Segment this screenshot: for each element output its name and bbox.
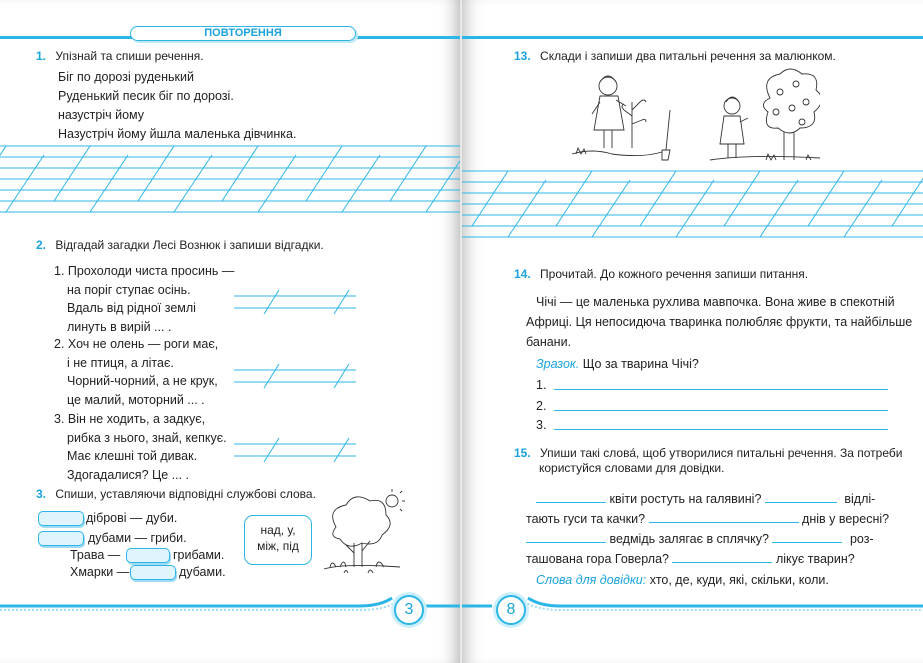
- task14-sample: [536, 355, 699, 374]
- task1-line: назустріч йому: [58, 108, 145, 122]
- blank-field[interactable]: [649, 511, 799, 523]
- task1-lines: [58, 68, 296, 144]
- sentence-part: ташована гора Говерла?: [526, 552, 669, 566]
- help-words-line: [536, 571, 829, 590]
- riddle-line: Має клешні той дивак.: [67, 449, 198, 463]
- answer-field-1[interactable]: [234, 288, 356, 316]
- task1-number: 1.: [36, 49, 47, 63]
- answer-line-2[interactable]: [554, 410, 888, 411]
- sentence-part: відлі-: [844, 492, 876, 506]
- word-slot[interactable]: [38, 531, 84, 546]
- task3-line: Трава —: [70, 548, 121, 562]
- task1-instruction: Упізнай та спиши речення.: [55, 49, 204, 63]
- task3-instruction: Спиши, уставляючи відповідні службові слова.: [55, 487, 316, 501]
- sentence-part: лікує тварин?: [775, 552, 855, 566]
- task15-instruction: Упиши такі слова́, щоб утворилися питальні речення. За потреби: [540, 446, 903, 460]
- riddle-3: [54, 410, 227, 484]
- riddle-line: Здогадалися? Це ... .: [67, 467, 190, 482]
- answer-label: 1.: [536, 378, 547, 392]
- task14-text-line: Чічі — це маленька рухлива мавпочка. Вона живе в спекотній: [536, 295, 895, 309]
- blank-field[interactable]: [772, 531, 842, 543]
- blank-field[interactable]: [672, 551, 772, 563]
- task13-instruction: Склади і запиши два питальні речення за малюнком.: [540, 49, 836, 63]
- help-words: хто, де, куди, які, скільки, коли.: [649, 573, 829, 587]
- writing-grid[interactable]: [0, 140, 460, 230]
- answer-label: 3.: [536, 418, 547, 432]
- task1-heading: [36, 47, 204, 66]
- blank-field[interactable]: [765, 491, 837, 503]
- task3-line: дубами.: [179, 565, 226, 579]
- task3-number: 3.: [36, 487, 47, 501]
- riddle-2: [54, 335, 218, 409]
- task2-heading: [36, 236, 324, 255]
- riddle-line: 2. Хоч не олень — роги має,: [54, 337, 219, 351]
- blank-field[interactable]: [526, 531, 606, 543]
- sentence-part: днів у вересні?: [802, 512, 890, 526]
- riddle-line: Чорний-чорний, а не крук,: [67, 374, 218, 388]
- word-slot[interactable]: [126, 548, 170, 563]
- riddle-line: на поріг ступає осінь.: [67, 282, 191, 297]
- task1-line: Біг по дорозі руденький: [58, 70, 194, 84]
- riddle-line: Вдаль від рідної землі: [67, 301, 196, 315]
- task13-illustration: [570, 68, 820, 172]
- task14-heading: [514, 265, 808, 284]
- task2-instruction: Відгадай загадки Лесі Вознюк і запиши відгадки.: [55, 238, 324, 252]
- sentence-part: роз-: [849, 532, 874, 546]
- riddle-line: це малий, моторний ... .: [67, 392, 205, 407]
- task15-instruction-line2: користуйся словами для довідки.: [539, 461, 725, 475]
- answer-field-3[interactable]: [234, 436, 356, 464]
- riddle-line: линуть в вирій ... .: [67, 319, 172, 334]
- task13-number: 13.: [514, 49, 531, 63]
- writing-grid[interactable]: [462, 165, 923, 255]
- riddle-line: 3. Він не ходить, а задкує,: [54, 412, 206, 426]
- sample-label: Зразок.: [536, 357, 580, 371]
- sentence-part: тають гуси та качки?: [526, 512, 646, 526]
- task15-sentences: [526, 489, 890, 569]
- sentence-part: ведмідь залягає в сплячку?: [609, 532, 769, 546]
- word-slot[interactable]: [38, 511, 84, 526]
- answer-line-3[interactable]: [554, 429, 888, 430]
- riddle-line: і не птиця, а літає.: [67, 355, 174, 370]
- task1-line: Руденький песик біг по дорозі.: [58, 89, 234, 103]
- task3-line: грибами.: [173, 548, 225, 562]
- sentence-part: квіти ростуть на галявині?: [609, 492, 762, 506]
- task3-line: дубами — гриби.: [88, 531, 187, 545]
- task3-line: діброві — дуби.: [86, 511, 178, 525]
- footer-wave: [0, 596, 460, 616]
- answer-field-2[interactable]: [234, 362, 356, 390]
- answer-label: 2.: [536, 399, 547, 413]
- task14-instruction: Прочитай. До кожного речення запиши питання.: [540, 267, 809, 281]
- footer-wave: [462, 596, 923, 616]
- task14-text: [526, 292, 913, 352]
- task14-text-line: Африці. Ця непосидюча тваринка полюбляє фрукти, та найбільше: [526, 315, 913, 329]
- task1-line: Назустріч йому йшла маленька дівчинка.: [58, 127, 297, 141]
- task14-number: 14.: [514, 267, 531, 281]
- section-title: ПОВТОРЕННЯ: [130, 26, 356, 41]
- page-number: 3: [394, 595, 424, 625]
- header-band: [462, 36, 923, 39]
- task2-number: 2.: [36, 238, 47, 252]
- riddle-line: рибка з нього, знай, кепкує.: [67, 430, 227, 445]
- blank-field[interactable]: [536, 491, 606, 503]
- riddle-1: [54, 262, 234, 336]
- word-slot[interactable]: [130, 565, 176, 580]
- helper-words-line: між, під: [257, 539, 299, 553]
- page-number: 8: [496, 595, 526, 625]
- helper-words: [244, 515, 312, 565]
- task3-heading: [36, 485, 316, 504]
- riddle-line: 1. Прохолоди чиста просинь —: [54, 264, 235, 278]
- task13-heading: [514, 47, 836, 66]
- right-page: [462, 0, 923, 663]
- answer-line-1[interactable]: [554, 389, 888, 390]
- sample-text: Що за тварина Чічі?: [582, 357, 699, 371]
- forest-illustration: [316, 487, 410, 579]
- task3-line: Хмарки —: [70, 565, 130, 579]
- helper-words-line: над, у,: [260, 523, 296, 537]
- task15-number: 15.: [514, 446, 531, 460]
- task14-text-line: банани.: [526, 335, 572, 349]
- help-label: Слова для довідки:: [536, 573, 647, 587]
- left-page: [0, 0, 460, 663]
